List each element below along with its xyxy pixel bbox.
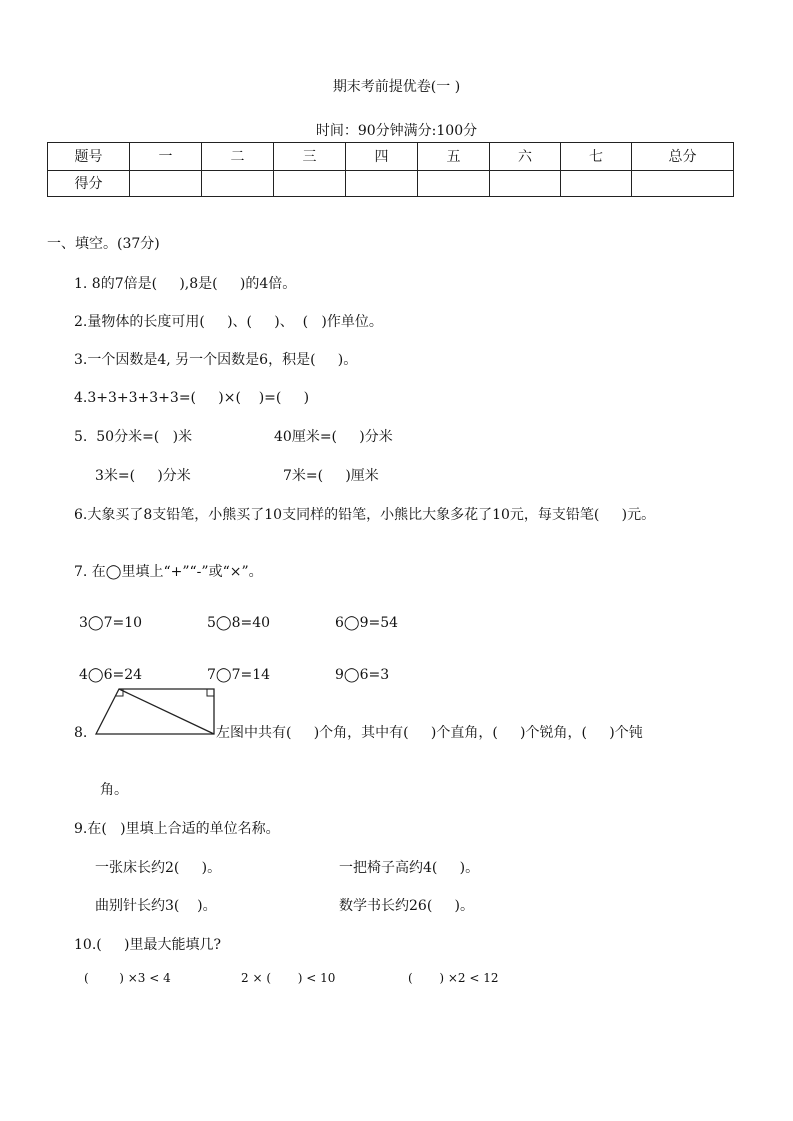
q9-item: 一把椅子高约4( )。 xyxy=(339,860,480,876)
q10-item: ( ) ×3 < 4 xyxy=(84,971,171,985)
header-cell: 总分 xyxy=(632,143,734,171)
header-cell: 六 xyxy=(490,143,561,171)
row-label-cell: 得分 xyxy=(48,171,130,197)
question-5b-2: 7米=( )厘米 xyxy=(283,468,379,484)
exam-info: 时间：90分钟满分:100分 xyxy=(315,123,478,139)
question-1: 1. 8的7倍是( ),8是( )的4倍。 xyxy=(74,276,297,292)
q10-item: 2 × ( ) < 10 xyxy=(241,971,336,985)
question-10: 10.( )里最大能填几? xyxy=(74,937,221,953)
score-cell[interactable] xyxy=(274,171,346,197)
score-cell[interactable] xyxy=(490,171,561,197)
q7-item: 9◯6=3 xyxy=(335,667,390,683)
score-table-header-row xyxy=(48,143,734,171)
q9-item: 一张床长约2( )。 xyxy=(95,860,222,876)
score-cell[interactable] xyxy=(202,171,274,197)
header-cell: 五 xyxy=(418,143,490,171)
header-cell: 一 xyxy=(130,143,202,171)
q7-item: 5◯8=40 xyxy=(207,615,271,631)
header-cell: 题号 xyxy=(48,143,130,171)
score-cell[interactable] xyxy=(418,171,490,197)
question-4: 4.3+3+3+3+3=( )×( )=( ) xyxy=(74,390,310,406)
page-title: 期末考前提优卷(一 ) xyxy=(332,79,461,95)
score-cell[interactable] xyxy=(346,171,418,197)
score-cell[interactable] xyxy=(130,171,202,197)
question-5a-2: 40厘米=( )分米 xyxy=(274,429,393,445)
score-table-score-row xyxy=(48,171,734,197)
score-cell[interactable] xyxy=(632,171,734,197)
header-cell: 三 xyxy=(274,143,346,171)
question-9: 9.在( )里填上合适的单位名称。 xyxy=(74,821,280,837)
section-heading: 一、填空。(37分) xyxy=(47,236,160,252)
score-table xyxy=(47,142,734,197)
question-8: 左图中共有( )个角，其中有( )个直角，( )个锐角，( )个钝 xyxy=(216,725,643,741)
q7-item: 6◯9=54 xyxy=(335,615,399,631)
q7-item: 4◯6=24 xyxy=(79,667,143,683)
question-8-number: 8. xyxy=(74,725,88,741)
question-5b-1: 3米=( )分米 xyxy=(95,468,191,484)
question-5a-1: 5. 50分米=( )米 xyxy=(74,429,193,445)
score-cell[interactable] xyxy=(561,171,632,197)
header-cell: 七 xyxy=(561,143,632,171)
question-2: 2.量物体的长度可用( )、( )、 ( )作单位。 xyxy=(74,314,383,330)
question-7: 7. 在◯里填上“+”“-”或“×”。 xyxy=(74,564,263,580)
q7-item: 3◯7=10 xyxy=(79,615,143,631)
question-6: 6.大象买了8支铅笔，小熊买了10支同样的铅笔，小熊比大象多花了10元，每支铅笔( )元。 xyxy=(74,507,656,523)
q10-item: ( ) ×2 < 12 xyxy=(408,971,499,985)
q9-item: 曲别针长约3( )。 xyxy=(95,898,217,914)
question-8-continuation: 角。 xyxy=(100,782,128,798)
q9-item: 数学书长约26( )。 xyxy=(339,898,474,914)
question-3: 3.一个因数是4, 另一个因数是6，积是( )。 xyxy=(74,352,358,368)
q7-item: 7◯7=14 xyxy=(207,667,271,683)
header-cell: 二 xyxy=(202,143,274,171)
trapezoid-figure xyxy=(94,687,218,737)
header-cell: 四 xyxy=(346,143,418,171)
